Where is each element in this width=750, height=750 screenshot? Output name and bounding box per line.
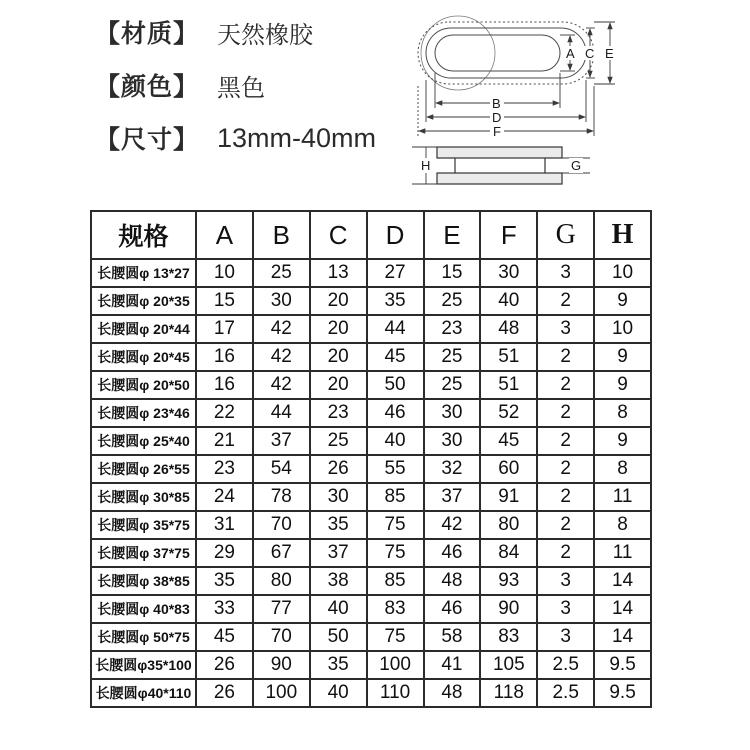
table-row xyxy=(91,651,651,679)
value-cell: 8 xyxy=(594,455,651,483)
table-row xyxy=(91,679,651,707)
value-cell: 25 xyxy=(424,371,481,399)
value-cell: 30 xyxy=(310,483,367,511)
value-cell: 40 xyxy=(480,287,537,315)
column-header-B: B xyxy=(253,211,310,259)
value-cell: 55 xyxy=(367,455,424,483)
value-cell: 2 xyxy=(537,399,594,427)
value-cell: 9 xyxy=(594,427,651,455)
table-row xyxy=(91,595,651,623)
spec-cell: 长腰圆φ35*100 xyxy=(91,651,196,679)
value-cell: 78 xyxy=(253,483,310,511)
color-row xyxy=(95,67,376,103)
value-cell: 14 xyxy=(594,623,651,651)
value-cell: 9.5 xyxy=(594,679,651,707)
spec-cell: 长腰圆φ 35*75 xyxy=(91,511,196,539)
value-cell: 9 xyxy=(594,287,651,315)
value-cell: 30 xyxy=(253,287,310,315)
table-row xyxy=(91,483,651,511)
dim-label-c: C xyxy=(585,46,595,61)
value-cell: 26 xyxy=(196,679,253,707)
value-cell: 27 xyxy=(367,259,424,287)
value-cell: 11 xyxy=(594,483,651,511)
dim-label-g: G xyxy=(571,158,582,173)
value-cell: 3 xyxy=(537,623,594,651)
value-cell: 51 xyxy=(480,371,537,399)
value-cell: 3 xyxy=(537,315,594,343)
value-cell: 2 xyxy=(537,287,594,315)
spec-cell: 长腰圆φ 37*75 xyxy=(91,539,196,567)
horizontal-dimensions xyxy=(418,73,594,136)
spec-cell: 长腰圆φ 38*85 xyxy=(91,567,196,595)
value-cell: 35 xyxy=(196,567,253,595)
value-cell: 50 xyxy=(310,623,367,651)
value-cell: 25 xyxy=(310,427,367,455)
value-cell: 35 xyxy=(310,511,367,539)
value-cell: 30 xyxy=(424,427,481,455)
size-label: 【尺寸】 xyxy=(95,126,200,154)
value-cell: 20 xyxy=(310,315,367,343)
value-cell: 48 xyxy=(424,679,481,707)
value-cell: 16 xyxy=(196,343,253,371)
value-cell: 26 xyxy=(196,651,253,679)
column-header-D: D xyxy=(367,211,424,259)
value-cell: 60 xyxy=(480,455,537,483)
value-cell: 90 xyxy=(480,595,537,623)
value-cell: 93 xyxy=(480,567,537,595)
value-cell: 70 xyxy=(253,511,310,539)
value-cell: 35 xyxy=(310,651,367,679)
value-cell: 13 xyxy=(310,259,367,287)
value-cell: 85 xyxy=(367,567,424,595)
table-header-row xyxy=(91,211,651,259)
value-cell: 29 xyxy=(196,539,253,567)
value-cell: 24 xyxy=(196,483,253,511)
value-cell: 23 xyxy=(424,315,481,343)
column-header-C: C xyxy=(310,211,367,259)
value-cell: 14 xyxy=(594,567,651,595)
value-cell: 22 xyxy=(196,399,253,427)
value-cell: 46 xyxy=(424,595,481,623)
spec-cell: 长腰圆φ 23*46 xyxy=(91,399,196,427)
value-cell: 84 xyxy=(480,539,537,567)
spec-cell: 长腰圆φ 20*50 xyxy=(91,371,196,399)
spec-cell: 长腰圆φ 25*40 xyxy=(91,427,196,455)
value-cell: 10 xyxy=(594,259,651,287)
value-cell: 20 xyxy=(310,287,367,315)
dim-label-b: B xyxy=(492,96,501,111)
dimension-diagram xyxy=(400,0,662,200)
value-cell: 45 xyxy=(480,427,537,455)
value-cell: 2 xyxy=(537,539,594,567)
spec-cell: 长腰圆φ 20*35 xyxy=(91,287,196,315)
value-cell: 30 xyxy=(424,399,481,427)
column-header-A: A xyxy=(196,211,253,259)
spec-cell: 长腰圆φ40*110 xyxy=(91,679,196,707)
horizontal-dimension-labels xyxy=(490,95,504,139)
value-cell: 77 xyxy=(253,595,310,623)
column-header-G: G xyxy=(537,211,594,259)
value-cell: 31 xyxy=(196,511,253,539)
value-cell: 14 xyxy=(594,595,651,623)
value-cell: 2.5 xyxy=(537,679,594,707)
value-cell: 26 xyxy=(310,455,367,483)
value-cell: 3 xyxy=(537,595,594,623)
spec-cell: 长腰圆φ 30*85 xyxy=(91,483,196,511)
value-cell: 25 xyxy=(253,259,310,287)
spec-table xyxy=(90,210,652,708)
value-cell: 105 xyxy=(480,651,537,679)
value-cell: 80 xyxy=(253,567,310,595)
color-value: 黑色 xyxy=(217,74,266,102)
spec-cell: 长腰圆φ 40*83 xyxy=(91,595,196,623)
value-cell: 15 xyxy=(196,287,253,315)
value-cell: 3 xyxy=(537,259,594,287)
value-cell: 110 xyxy=(367,679,424,707)
value-cell: 118 xyxy=(480,679,537,707)
value-cell: 75 xyxy=(367,511,424,539)
value-cell: 42 xyxy=(253,343,310,371)
dim-label-h: H xyxy=(421,158,431,173)
value-cell: 51 xyxy=(480,343,537,371)
dim-label-f: F xyxy=(493,124,501,139)
inner-oval xyxy=(435,35,560,71)
value-cell: 50 xyxy=(367,371,424,399)
spec-cell: 长腰圆φ 26*55 xyxy=(91,455,196,483)
value-cell: 80 xyxy=(480,511,537,539)
material-row xyxy=(95,14,376,50)
value-cell: 58 xyxy=(424,623,481,651)
table-row xyxy=(91,623,651,651)
value-cell: 32 xyxy=(424,455,481,483)
value-cell: 100 xyxy=(253,679,310,707)
value-cell: 40 xyxy=(367,427,424,455)
value-cell: 9 xyxy=(594,343,651,371)
dim-label-d: D xyxy=(492,110,502,125)
value-cell: 37 xyxy=(310,539,367,567)
side-view-dimension-labels xyxy=(419,158,583,173)
value-cell: 2.5 xyxy=(537,651,594,679)
table-row xyxy=(91,287,651,315)
value-cell: 42 xyxy=(424,511,481,539)
value-cell: 46 xyxy=(367,399,424,427)
table-row xyxy=(91,511,651,539)
value-cell: 20 xyxy=(310,343,367,371)
product-info xyxy=(95,14,376,156)
value-cell: 52 xyxy=(480,399,537,427)
value-cell: 3 xyxy=(537,567,594,595)
value-cell: 2 xyxy=(537,511,594,539)
column-header-spec: 规格 xyxy=(91,211,196,259)
dim-label-a: A xyxy=(566,46,575,61)
value-cell: 75 xyxy=(367,623,424,651)
material-label: 【材质】 xyxy=(95,20,200,48)
value-cell: 10 xyxy=(196,259,253,287)
value-cell: 8 xyxy=(594,399,651,427)
size-value: 13mm-40mm xyxy=(217,122,377,153)
material-value: 天然橡胶 xyxy=(217,21,314,49)
spec-cell: 长腰圆φ 50*75 xyxy=(91,623,196,651)
value-cell: 85 xyxy=(367,483,424,511)
value-cell: 25 xyxy=(424,343,481,371)
table-row xyxy=(91,371,651,399)
vertical-dimension-labels xyxy=(564,46,616,61)
value-cell: 9.5 xyxy=(594,651,651,679)
grommet-side-view xyxy=(437,147,562,184)
value-cell: 44 xyxy=(253,399,310,427)
value-cell: 17 xyxy=(196,315,253,343)
bottom-flange xyxy=(437,173,562,184)
value-cell: 30 xyxy=(480,259,537,287)
spec-cell: 长腰圆φ 20*45 xyxy=(91,343,196,371)
value-cell: 83 xyxy=(367,595,424,623)
value-cell: 33 xyxy=(196,595,253,623)
column-header-E: E xyxy=(424,211,481,259)
value-cell: 41 xyxy=(424,651,481,679)
value-cell: 75 xyxy=(367,539,424,567)
value-cell: 83 xyxy=(480,623,537,651)
value-cell: 45 xyxy=(367,343,424,371)
value-cell: 23 xyxy=(310,399,367,427)
table-row xyxy=(91,343,651,371)
value-cell: 48 xyxy=(424,567,481,595)
top-flange xyxy=(437,147,562,158)
value-cell: 100 xyxy=(367,651,424,679)
value-cell: 23 xyxy=(196,455,253,483)
spec-cell: 长腰圆φ 20*44 xyxy=(91,315,196,343)
value-cell: 40 xyxy=(310,679,367,707)
value-cell: 44 xyxy=(367,315,424,343)
value-cell: 2 xyxy=(537,427,594,455)
value-cell: 16 xyxy=(196,371,253,399)
value-cell: 38 xyxy=(310,567,367,595)
color-label: 【颜色】 xyxy=(95,73,200,101)
value-cell: 67 xyxy=(253,539,310,567)
value-cell: 42 xyxy=(253,315,310,343)
value-cell: 2 xyxy=(537,483,594,511)
value-cell: 20 xyxy=(310,371,367,399)
value-cell: 91 xyxy=(480,483,537,511)
value-cell: 40 xyxy=(310,595,367,623)
dim-label-e: E xyxy=(605,46,614,61)
value-cell: 70 xyxy=(253,623,310,651)
column-header-F: F xyxy=(480,211,537,259)
value-cell: 8 xyxy=(594,511,651,539)
value-cell: 37 xyxy=(424,483,481,511)
value-cell: 45 xyxy=(196,623,253,651)
spec-cell: 长腰圆φ 13*27 xyxy=(91,259,196,287)
size-row xyxy=(95,120,376,156)
value-cell: 48 xyxy=(480,315,537,343)
table-row xyxy=(91,539,651,567)
value-cell: 21 xyxy=(196,427,253,455)
table-row xyxy=(91,315,651,343)
value-cell: 46 xyxy=(424,539,481,567)
table-row xyxy=(91,399,651,427)
value-cell: 9 xyxy=(594,371,651,399)
value-cell: 2 xyxy=(537,455,594,483)
value-cell: 35 xyxy=(367,287,424,315)
value-cell: 37 xyxy=(253,427,310,455)
value-cell: 2 xyxy=(537,371,594,399)
value-cell: 2 xyxy=(537,343,594,371)
value-cell: 10 xyxy=(594,315,651,343)
value-cell: 54 xyxy=(253,455,310,483)
value-cell: 11 xyxy=(594,539,651,567)
value-cell: 25 xyxy=(424,287,481,315)
column-header-H: H xyxy=(594,211,651,259)
table-row xyxy=(91,567,651,595)
value-cell: 90 xyxy=(253,651,310,679)
value-cell: 15 xyxy=(424,259,481,287)
value-cell: 42 xyxy=(253,371,310,399)
table-row xyxy=(91,455,651,483)
table-row xyxy=(91,259,651,287)
table-row xyxy=(91,427,651,455)
